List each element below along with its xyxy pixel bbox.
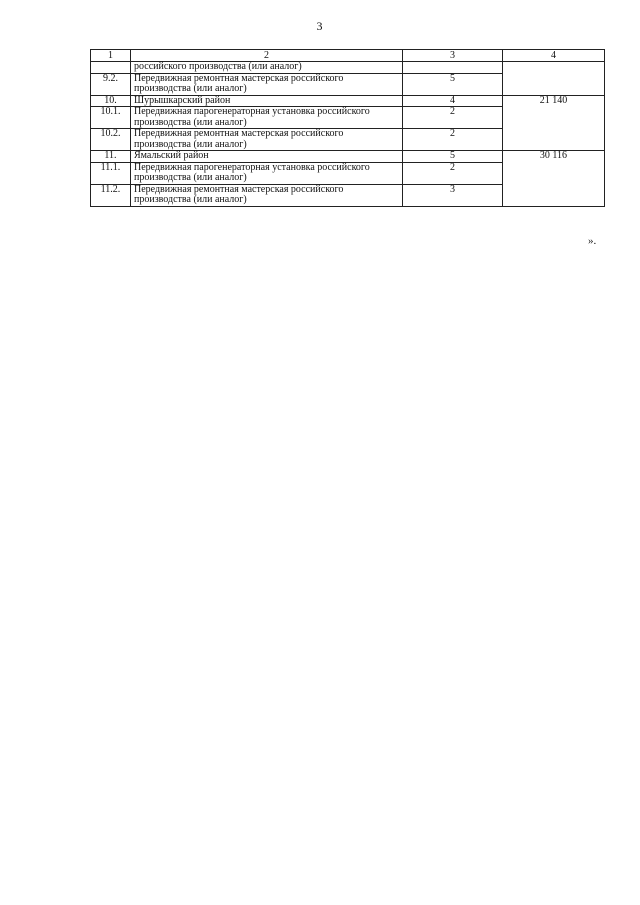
row-number: 10.1. [91,107,131,129]
row-name: Передвижная ремонтная мастерская российского производства (или аналог) [131,73,403,95]
row-quantity: 5 [403,73,503,95]
header-col-4: 4 [503,50,605,62]
row-number: 11.2. [91,184,131,206]
row-number [91,62,131,74]
row-number: 11.1. [91,162,131,184]
header-col-1: 1 [91,50,131,62]
row-number: 10. [91,95,131,107]
row-name: Ямальский район [131,151,403,163]
row-quantity: 5 [403,151,503,163]
row-name: Передвижная парогенераторная установка российского производства (или аналог) [131,107,403,129]
row-quantity: 2 [403,129,503,151]
row-quantity: 3 [403,184,503,206]
row-quantity: 2 [403,107,503,129]
row-number: 9.2. [91,73,131,95]
table-row [91,62,605,74]
row-sum: 21 140 [503,95,605,151]
table-row [91,151,605,163]
row-number: 11. [91,151,131,163]
row-name: российского производства (или аналог) [131,62,403,74]
row-sum: 30 116 [503,151,605,207]
equipment-table [90,49,605,207]
row-name: Передвижная парогенераторная установка российского производства (или аналог) [131,162,403,184]
row-name: Шурышкарский район [131,95,403,107]
header-col-3: 3 [403,50,503,62]
table-header-row [91,50,605,62]
header-col-2: 2 [131,50,403,62]
row-quantity [403,62,503,74]
row-number: 10.2. [91,129,131,151]
row-quantity: 2 [403,162,503,184]
table-row [91,95,605,107]
row-name: Передвижная ремонтная мастерская российского производства (или аналог) [131,129,403,151]
row-name: Передвижная ремонтная мастерская российского производства (или аналог) [131,184,403,206]
page-number: 3 [316,19,324,33]
row-sum [503,62,605,96]
closing-quote-mark: ». [588,235,597,247]
row-quantity: 4 [403,95,503,107]
